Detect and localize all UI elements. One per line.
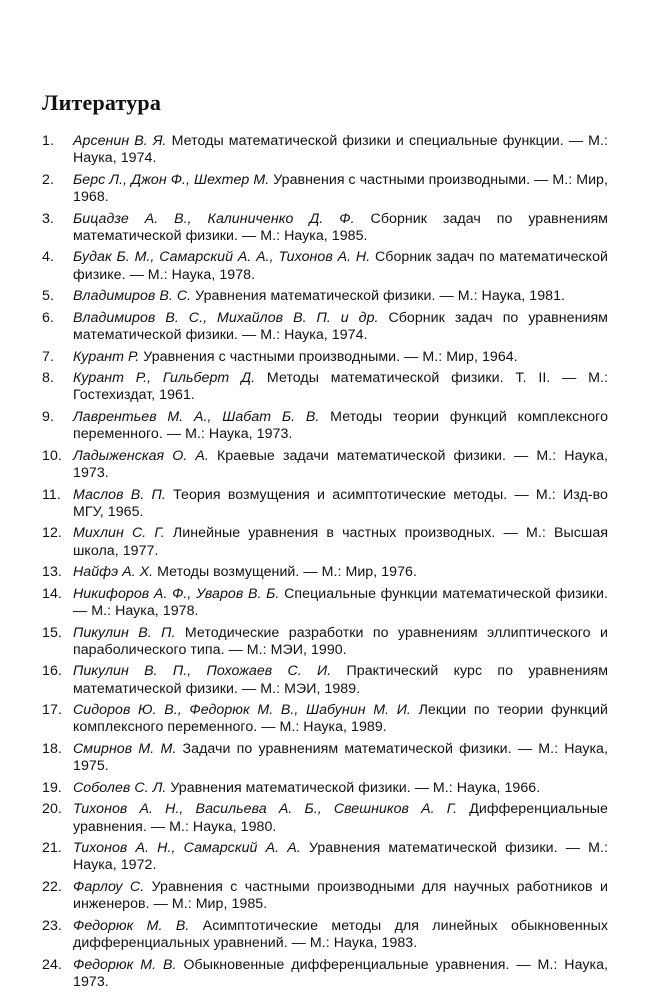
reference-number: 12.	[42, 525, 62, 542]
reference-text: Линейные уравнения в частных производных. — М.: Высшая школа, 1977.	[73, 525, 608, 559]
reference-number: 22.	[42, 878, 62, 895]
reference-number: 1.	[42, 133, 54, 149]
reference-item	[42, 249, 608, 283]
reference-text: Уравнения математической физики. — М.: Наука, 1966.	[166, 779, 541, 796]
reference-number: 20.	[42, 801, 62, 818]
reference-text: Обыкновенные дифференциальные уравнения. — М.: Наука, 1973.	[73, 956, 608, 990]
reference-text: Дифференциальные уравнения. — М.: Наука, 1980.	[73, 801, 608, 835]
reference-authors: Берс Л., Джон Ф., Шехтер М.	[73, 171, 270, 188]
reference-text: Методы математической физики. Т. II. — М.: Гостехиздат, 1961.	[73, 370, 608, 404]
reference-item	[42, 310, 608, 344]
reference-number: 13.	[42, 564, 62, 581]
reference-authors: Бицадзе А. В., Калиниченко Д. Ф.	[73, 210, 355, 227]
reference-authors: Соболев С. Л.	[73, 779, 167, 796]
reference-text: Краевые задачи математической физики. — М.: Наука, 1973.	[73, 447, 608, 481]
reference-text: Лекции по теории функций комплексного переменного. — М.: Наука, 1989.	[73, 702, 608, 736]
reference-list	[42, 133, 608, 995]
reference-item	[42, 172, 608, 206]
reference-authors: Арсенин В. Я.	[73, 133, 167, 149]
reference-number: 9.	[42, 408, 54, 425]
reference-number: 5.	[42, 288, 54, 305]
reference-item	[42, 741, 608, 775]
reference-item	[42, 780, 608, 797]
reference-authors: Курант Р., Гильберт Д.	[73, 370, 256, 387]
reference-authors: Фарлоу С.	[73, 878, 145, 895]
reference-text: Уравнения математической физики. — М.: Наука, 1981.	[191, 288, 566, 305]
reference-authors: Тихонов А. Н., Самарский А. А.	[73, 840, 301, 857]
reference-authors: Найфэ А. Х.	[73, 564, 154, 581]
reference-item	[42, 409, 608, 443]
reference-authors: Никифоров А. Ф., Уваров В. Б.	[73, 585, 280, 602]
reference-number: 21.	[42, 840, 62, 857]
reference-item	[42, 663, 608, 697]
reference-item	[42, 288, 608, 305]
reference-text: Асимптотические методы для линейных обыкновенных дифференциальных уравнений. — М.: Наука, 1983.	[73, 917, 608, 951]
reference-authors: Федорюк М. В.	[73, 917, 190, 934]
reference-text: Практический курс по уравнениям математической физики. — М.: МЭИ, 1989.	[73, 663, 609, 697]
reference-authors: Тихонов А. Н., Васильева А. Б., Свешников А. Г.	[73, 801, 458, 818]
reference-text: Уравнения с частными производными для научных работников и инженеров. — М.: Мир, 1985.	[73, 878, 608, 913]
reference-text: Уравнения с частными производными. — М.: Мир, 1964.	[139, 348, 518, 365]
reference-authors: Федорюк М. В.	[73, 956, 177, 973]
reference-text: Методы возмущений. — М.: Мир, 1976.	[153, 564, 417, 581]
reference-item	[42, 448, 608, 482]
reference-text: Специальные функции математической физики. — М.: Наука, 1978.	[73, 585, 609, 619]
reference-item	[42, 211, 608, 245]
reference-authors: Сидоров Ю. В., Федорюк М. В., Шабунин М. И.	[73, 702, 411, 719]
reference-authors: Владимиров В. С.	[73, 288, 192, 305]
reference-text: Уравнения с частными производными. — М.: Мир, 1968.	[73, 171, 608, 205]
reference-text: Методические разработки по уравнениям эллиптического и параболического типа. — М.: МЭИ, 1990.	[73, 624, 608, 658]
reference-item	[42, 918, 608, 952]
reference-authors: Пикулин В. П., Похожаев С. И.	[73, 663, 332, 680]
reference-number: 3.	[42, 210, 54, 227]
reference-item	[42, 586, 608, 620]
reference-number: 7.	[42, 348, 54, 365]
reference-number: 8.	[42, 370, 54, 387]
reference-authors: Лаврентьев М. А., Шабат Б. В.	[73, 408, 320, 425]
reference-text: Сборник задач по уравнениям математической физики. — М.: Наука, 1985.	[73, 210, 608, 244]
reference-number: 17.	[42, 702, 62, 719]
reference-text: Сборник задач по математической физике. — М.: Наука, 1978.	[73, 249, 609, 283]
reference-text: Методы теории функций комплексного переменного. — М.: Наука, 1973.	[73, 408, 609, 443]
reference-number: 6.	[42, 309, 54, 326]
reference-number: 15.	[42, 624, 62, 641]
reference-item	[42, 801, 608, 835]
reference-item	[42, 957, 608, 991]
reference-authors: Курант Р.	[73, 348, 140, 365]
reference-authors: Смирнов М. М.	[73, 740, 177, 757]
reference-item	[42, 840, 608, 874]
reference-authors: Будак Б. М., Самарский А. А., Тихонов А. Н.	[73, 249, 371, 266]
reference-number: 16.	[42, 663, 62, 680]
reference-item	[42, 702, 608, 736]
reference-item	[42, 370, 608, 404]
reference-number: 18.	[42, 740, 62, 757]
reference-item	[42, 349, 608, 366]
reference-number: 4.	[42, 249, 54, 266]
reference-text: Уравнения математической физики. — М.: Наука, 1972.	[73, 840, 608, 874]
reference-authors: Ладыженская О. А.	[73, 447, 209, 464]
reference-authors: Маслов В. П.	[73, 486, 166, 503]
page-title: Литература	[42, 90, 162, 115]
reference-text: Задачи по уравнениям математической физики. — М.: Наука, 1975.	[73, 740, 608, 775]
reference-number: 23.	[42, 917, 62, 934]
reference-number: 14.	[42, 585, 62, 602]
reference-number: 2.	[42, 171, 54, 188]
reference-number: 10.	[42, 447, 62, 464]
reference-item	[42, 625, 608, 659]
reference-number: 11.	[42, 486, 61, 503]
reference-text: Методы математической физики и специальные функции. — М.: Наука, 1974.	[73, 133, 608, 167]
reference-authors: Михлин С. Г.	[73, 525, 165, 542]
reference-text: Сборник задач по уравнениям математической физики. — М.: Наука, 1974.	[73, 309, 608, 343]
reference-item	[42, 564, 608, 581]
reference-number: 19.	[42, 779, 62, 796]
reference-authors: Владимиров В. С., Михайлов В. П. и др.	[73, 309, 379, 326]
reference-item	[42, 525, 608, 559]
reference-item	[42, 879, 608, 913]
reference-text: Теория возмущения и асимптотические методы. — М.: Изд-во МГУ, 1965.	[73, 486, 608, 520]
reference-item	[42, 133, 608, 167]
reference-item	[42, 487, 608, 521]
reference-authors: Пикулин В. П.	[73, 624, 176, 641]
reference-number: 24.	[42, 956, 62, 973]
